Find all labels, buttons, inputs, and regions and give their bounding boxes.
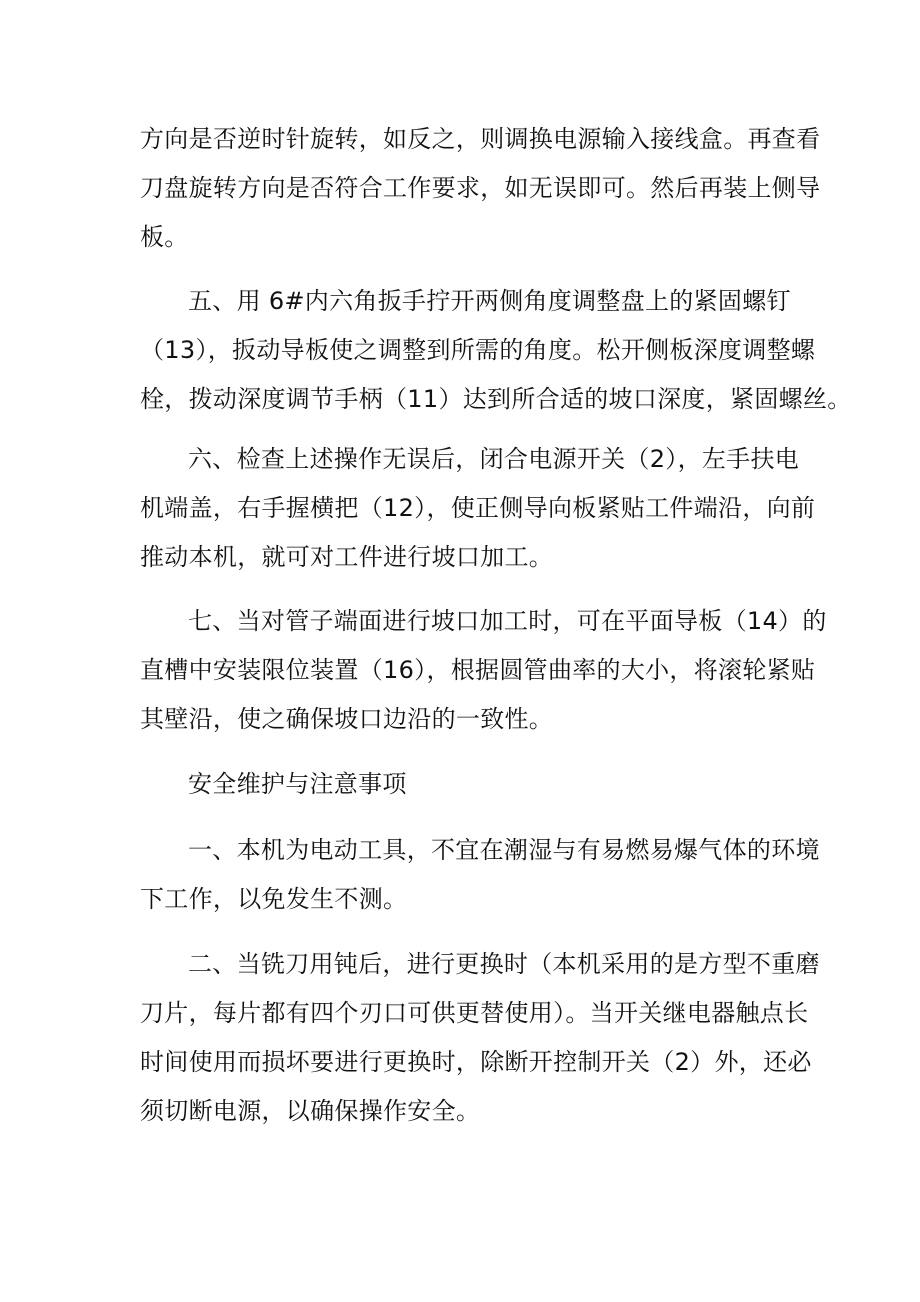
text-line: 须切断电源，以确保操作安全。 (140, 1097, 481, 1125)
text-line: 机端盖，右手握横把（12），使正侧导向板紧贴工件端沿，向前 (140, 494, 816, 522)
text-line: 五、用 6#内六角扳手拧开两侧角度调整盘上的紧固螺钉 (188, 287, 791, 315)
text-line: 刀片，每片都有四个刃口可供更替使用）。当开关继电器触点长 (140, 999, 809, 1027)
text-line: 二、当铣刀用钝后，进行更换时（本机采用的是方型不重磨 (188, 950, 820, 978)
text-line: 下工作，以免发生不测。 (140, 885, 408, 913)
paragraph-safety-1 (140, 826, 820, 924)
text-line: 七、当对管子端面进行坡口加工时，可在平面导板（14）的 (188, 607, 827, 635)
text-line: 六、检查上述操作无误后，闭合电源开关（2），左手扶电 (188, 445, 800, 473)
text-line: 其壁沿，使之确保坡口边沿的一致性。 (140, 705, 554, 733)
text-line: 时间使用而损坏要进行更换时，除断开控制开关（2）外，还必 (140, 1048, 812, 1076)
text-line: 板。 (140, 223, 189, 251)
text-line: 推动本机，就可对工件进行坡口加工。 (140, 543, 554, 571)
text-line: 一、本机为电动工具，不宜在潮湿与有易燃易爆气体的环境 (188, 836, 820, 864)
text-line: 直槽中安装限位装置（16），根据圆管曲率的大小，将滚轮紧贴 (140, 656, 816, 684)
paragraph-step-5 (140, 277, 852, 424)
paragraph-step-7 (140, 597, 827, 744)
section-heading-safety (140, 760, 790, 809)
text-line: （13），扳动导板使之调整到所需的角度。松开侧板深度调整螺 (140, 336, 816, 364)
paragraph-safety-2 (140, 940, 820, 1136)
text-line: 方向是否逆时针旋转，如反之，则调换电源输入接线盒。再查看 (140, 125, 821, 153)
paragraph-step-6 (140, 435, 816, 582)
paragraph-continued (140, 115, 821, 262)
text-line: 栓，拨动深度调节手柄（11）达到所合适的坡口深度，紧固螺丝。 (140, 385, 852, 413)
text-line: 刀盘旋转方向是否符合工作要求，如无误即可。然后再装上侧导 (140, 174, 821, 202)
heading-text: 安全维护与注意事项 (188, 770, 407, 798)
